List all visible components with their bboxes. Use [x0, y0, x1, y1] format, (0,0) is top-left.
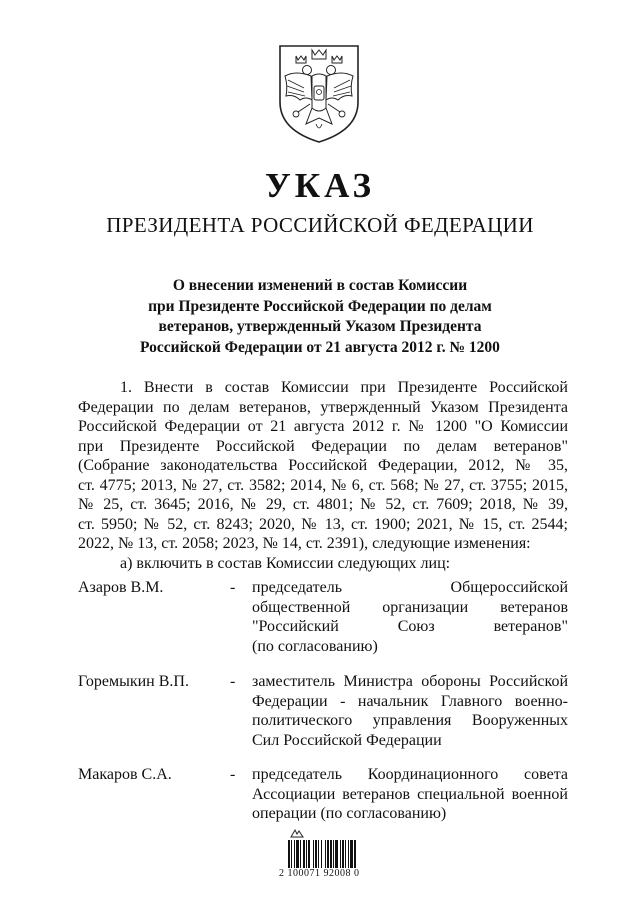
role-line: общественной организации ветеранов — [252, 598, 568, 616]
coat-of-arms-icon — [276, 42, 362, 144]
member-dash: - — [230, 579, 236, 596]
body-line: при Президенте Российской Федерации по делам ветеранов" — [78, 437, 568, 455]
role-line: политического управления Вооруженных — [252, 712, 568, 729]
member-role — [252, 578, 568, 656]
role-line: Ассоциации ветеранов специальной военной — [252, 785, 568, 803]
document-title: УКАЗ — [265, 166, 375, 205]
member-role — [252, 672, 568, 750]
role-line: (по согласованию) — [252, 637, 378, 655]
decree-subject — [80, 276, 560, 358]
document-subtitle: ПРЕЗИДЕНТА РОССИЙСКОЙ ФЕДЕРАЦИИ — [106, 213, 534, 237]
body-line: Российской Федерации от 21 августа 2012 г. № 1200 "О Комиссии — [78, 418, 568, 435]
member-name: Горемыкин В.П. — [78, 673, 189, 690]
role-line: председатель Координационного совета — [252, 766, 568, 783]
body-line: 2022, № 13, ст. 2058; 2023, № 14, ст. 2391), следующие изменения: — [78, 535, 531, 552]
member-dash: - — [230, 766, 236, 783]
body-line: № 25, ст. 3645; 2016, № 29, ст. 4801; № 52, ст. 7609; 2018, № 39, — [78, 496, 568, 513]
body-line: ст. 4775; 2013, № 27, ст. 3582; 2014, № 6, ст. 568; № 27, ст. 3755; 2015, — [78, 476, 568, 494]
decree-body — [78, 378, 568, 573]
body-line: (Собрание законодательства Российской Федерации, 2012, № 35, — [78, 457, 568, 474]
role-line: операции (по согласованию) — [252, 805, 447, 822]
role-line: Сил Российской Федерации — [252, 731, 442, 749]
subject-line: Российской Федерации от 21 августа 2012 г. № 1200 — [140, 338, 500, 356]
member-name: Макаров С.А. — [78, 766, 172, 783]
member-name: Азаров В.М. — [78, 579, 164, 596]
body-line: 1. Внести в состав Комиссии при Президенте Российской — [120, 379, 568, 396]
member-role — [252, 765, 568, 824]
role-line: Федерации - начальник Главного военно- — [252, 692, 568, 710]
body-line: ст. 5950; № 52, ст. 8243; 2020, № 13, ст. 1900; 2021, № 15, ст. 2544; — [78, 515, 568, 533]
subject-line: при Президенте Российской Федерации по делам — [148, 297, 492, 315]
role-line: председатель Общероссийской — [252, 579, 568, 596]
role-line: заместитель Министра обороны Российской — [252, 673, 568, 690]
body-line: Федерации по делам ветеранов, утвержденный Указом Президента — [78, 398, 568, 416]
subject-line: О внесении изменений в состав Комиссии — [172, 277, 468, 294]
member-dash: - — [230, 673, 236, 690]
role-line: "Российский Союз ветеранов" — [252, 618, 568, 635]
body-line: а) включить в состав Комиссии следующих лиц: — [120, 554, 451, 572]
subject-line: ветеранов, утвержденный Указом Президента — [158, 318, 482, 335]
barcode-number: 2 100071 92008 0 — [279, 868, 360, 879]
